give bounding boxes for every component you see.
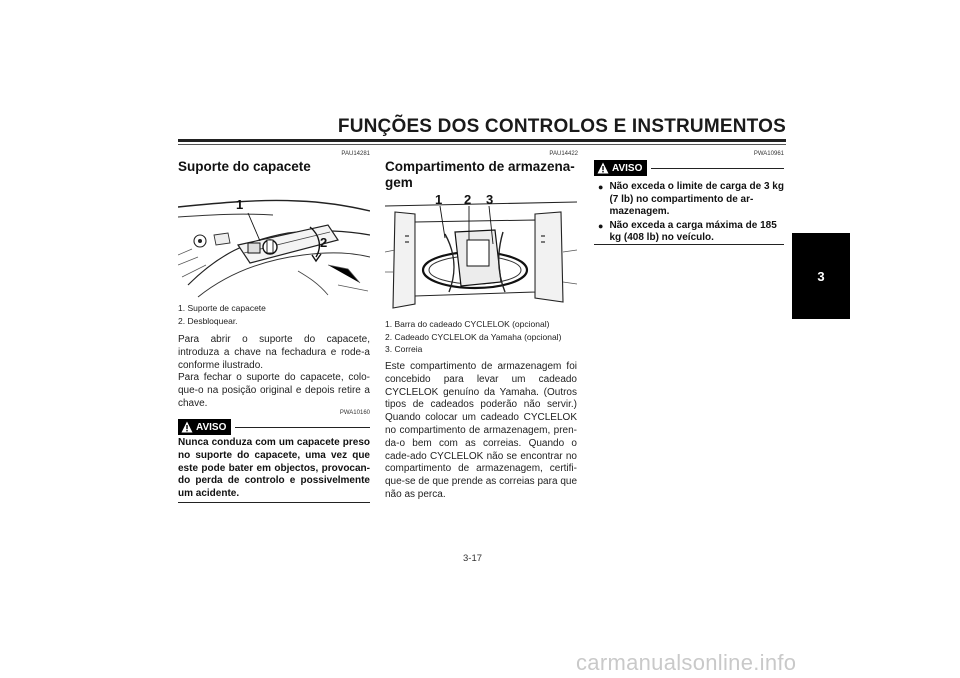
warning-badge <box>594 160 647 176</box>
body-text <box>178 334 370 411</box>
helmet-holder-illustration <box>178 185 370 301</box>
list-item: ● Não exceda o limite de carga de 3 kg (7 lb) no compartimento de ar-mazenagem. <box>598 181 784 217</box>
paragraph: Para abrir o suporte do capacete, introduza a chave na fechadura e rode-a conforme ilustrado. <box>178 334 370 371</box>
figure-label-1: 1 <box>236 197 244 212</box>
caption-item: 2. Desbloquear. <box>178 315 238 326</box>
figure-captions <box>385 318 585 356</box>
warning-rule <box>651 168 784 169</box>
figure-label-3: 3 <box>486 192 494 207</box>
warning-box <box>594 160 784 176</box>
caption-item: 1. Suporte de capacete <box>178 303 266 313</box>
section-code: PAU14281 <box>341 151 370 157</box>
warning-box <box>178 419 370 435</box>
figure-captions <box>178 302 370 327</box>
storage-compartment-figure <box>385 192 577 312</box>
figure-label-2: 2 <box>464 192 472 207</box>
warning-code: PWA10160 <box>339 410 370 416</box>
figure-label-2: 2 <box>320 235 328 250</box>
chapter-tab: 3 <box>792 233 850 319</box>
page-header-title: FUNÇÕES DOS CONTROLOS E INSTRUMENTOS <box>337 116 786 137</box>
header-rule <box>178 139 786 142</box>
section-heading: Compartimento de armazena-gem <box>385 159 575 190</box>
footer-watermark: carmanualsonline.info <box>576 650 797 675</box>
warning-triangle-icon <box>181 421 193 433</box>
warning-code: PWA10961 <box>753 151 784 157</box>
storage-compartment-illustration <box>385 192 577 312</box>
bullet-icon: ● <box>598 182 604 192</box>
warning-end-rule <box>594 244 784 245</box>
section-heading: Suporte do capacete <box>178 159 311 174</box>
helmet-holder-figure <box>178 185 370 301</box>
paragraph: Para fechar o suporte do capacete, colo-que-o na posição original e depois retire a chave. <box>178 372 370 409</box>
header-rule-thin <box>178 144 786 145</box>
page-number: 3-17 <box>463 553 483 564</box>
warning-label: AVISO <box>612 162 643 174</box>
caption-item: 2. Cadeado CYCLELOK da Yamaha (opcional) <box>385 331 562 342</box>
body-text: Este compartimento de armazenagem foi concebido para levar um cadeado CYCLELOK genuíno da Yamaha. (Outros tipos de cadeados poderão não servir.) Quando colocar um cadeado CYCLELOK no compartimento de armazenagem, pren-da-o bem com as correias. Quando o cade-ado CYCLELOK não se encontrar no compartimento de armazenagem, certifi-que-se de que prende as correias para que não as perca. <box>385 361 577 500</box>
warning-label: AVISO <box>196 421 227 433</box>
warning-bullet-list <box>598 181 784 245</box>
warning-badge <box>178 419 231 435</box>
section-code: PAU14422 <box>549 151 578 157</box>
figure-label-1: 1 <box>435 192 443 207</box>
caption-item: 3. Correia <box>385 344 423 354</box>
warning-triangle-icon <box>597 162 609 174</box>
caption-item: 1. Barra do cadeado CYCLELOK (opcional) <box>385 319 550 329</box>
warning-rule <box>235 427 370 428</box>
warning-text: Nunca conduza com um capacete preso no suporte do capacete, uma vez que este pode bater em objectos, provocan-do perda de controlo e possivelmente um acidente. <box>178 437 370 500</box>
bullet-icon: ● <box>598 220 604 231</box>
list-item: ● Não exceda a carga máxima de 185 kg (408 lb) no veículo. <box>598 219 777 243</box>
warning-end-rule <box>178 502 370 503</box>
